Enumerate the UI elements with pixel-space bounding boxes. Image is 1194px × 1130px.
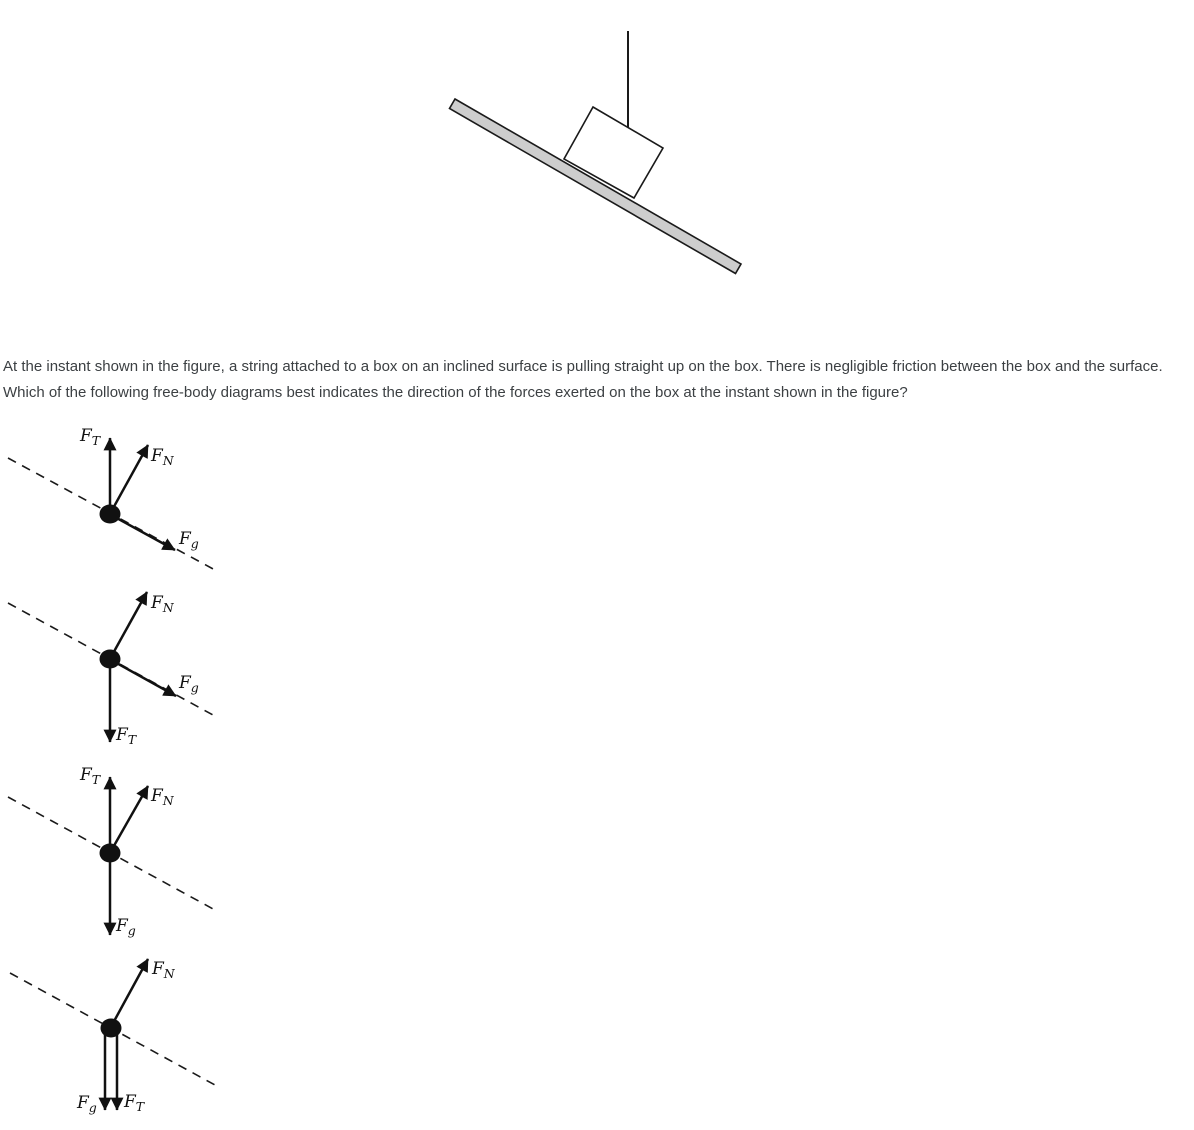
fbd1-gravity-arrow-downslope xyxy=(113,516,175,550)
fbd2-gravity-arrow-downslope xyxy=(113,661,176,696)
question-text: At the instant shown in the figure, a string attached to a box on an inclined surface is pulling straight up on the box. There is negligible friction between the box and the surface. Which of the following free-body diagrams best indicates the direction of the forces exerted on the box at the instant shown in the figure? xyxy=(3,358,1163,401)
fbd-option-3[interactable] xyxy=(8,765,215,938)
fbd1-label-fg: $F_g$ xyxy=(179,529,199,551)
fbd1-label-ft: $F_T$ xyxy=(80,426,101,448)
fbd2-label-fg: $F_g$ xyxy=(179,673,199,695)
fbd-option-4[interactable] xyxy=(10,959,215,1115)
fbd3-normal-arrow xyxy=(111,786,148,851)
fbd3-label-fn: $F_N$ xyxy=(151,786,174,808)
fbd1-label-fn: $F_N$ xyxy=(151,446,174,468)
fbd4-label-fn: $F_N$ xyxy=(152,959,175,981)
fbd1-particle-dot xyxy=(100,505,121,524)
fbd4-particle-dot xyxy=(101,1019,122,1038)
fbd4-label-fg: $F_g$ xyxy=(77,1093,97,1115)
incline-figure xyxy=(450,31,742,274)
fbd3-particle-dot xyxy=(100,844,121,863)
fbd4-normal-arrow xyxy=(112,959,148,1025)
fbd-option-1[interactable] xyxy=(8,426,215,570)
fbd2-label-fn: $F_N$ xyxy=(151,593,174,615)
fbd-option-2[interactable] xyxy=(8,592,213,747)
fbd2-label-ft: $F_T$ xyxy=(116,725,137,747)
fbd3-label-fg: $F_g$ xyxy=(116,916,136,938)
fbd2-particle-dot xyxy=(100,650,121,669)
fbd3-label-ft: $F_T$ xyxy=(80,765,101,787)
fbd2-normal-arrow xyxy=(111,592,147,657)
fbd4-label-ft: $F_T$ xyxy=(124,1092,145,1114)
fbd1-normal-arrow xyxy=(111,445,148,512)
box-on-incline xyxy=(564,107,663,198)
